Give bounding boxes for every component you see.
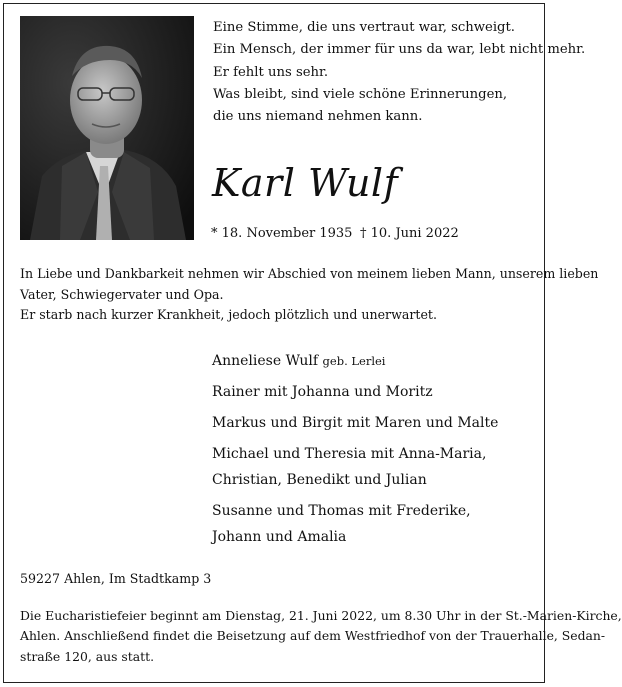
mourner-group <box>212 410 532 436</box>
farewell-line: Vater, Schwiegervater und Opa. <box>20 286 224 302</box>
mourner-group <box>212 379 532 405</box>
life-dates <box>211 225 459 243</box>
mourner-line: Christian, Benedikt und Julian <box>212 472 427 488</box>
mourners-list <box>212 348 532 555</box>
farewell-line: Er starb nach kurzer Krankheit, jedoch plötzlich und unerwartet. <box>20 307 437 323</box>
poem <box>213 17 586 128</box>
widow-line <box>212 348 532 374</box>
mourner-group <box>212 441 532 493</box>
mourner-group <box>212 498 532 550</box>
family-address: 59227 Ahlen, Im Stadtkamp 3 <box>20 571 212 586</box>
portrait-photo <box>20 16 194 240</box>
poem-line: Ein Mensch, der immer für uns da war, lebt nicht mehr. <box>213 42 586 58</box>
portrait-illustration <box>20 16 194 240</box>
service-info <box>20 606 622 667</box>
poem-line: Eine Stimme, die uns vertraut war, schweigt. <box>213 20 515 35</box>
poem-line: Was bleibt, sind viele schöne Erinnerungen, <box>213 86 508 102</box>
birth-date: * 18. November 1935 <box>211 226 353 241</box>
service-line: Die Eucharistiefeier beginnt am Dienstag, 21. Juni 2022, um 8.30 Uhr in der St.-Marien-Kirche, <box>20 608 622 623</box>
mourner-group <box>212 348 532 374</box>
mourner-line: Johann und Amalia <box>212 529 347 545</box>
farewell-text <box>20 264 599 326</box>
mourner-line: Markus und Birgit mit Maren und Malte <box>212 415 499 431</box>
widow-maiden-name: geb. Lerlei <box>322 354 386 368</box>
death-date: † 10. Juni 2022 <box>360 226 459 241</box>
mourner-line: Michael und Theresia mit Anna-Maria, <box>212 446 487 462</box>
farewell-line: In Liebe und Dankbarkeit nehmen wir Abschied von meinem lieben Mann, unserem lieben <box>20 266 599 281</box>
service-line: straße 120, aus statt. <box>20 648 155 664</box>
widow-name: Anneliese Wulf <box>212 353 319 369</box>
poem-line: die uns niemand nehmen kann. <box>213 109 423 125</box>
poem-line: Er fehlt uns sehr. <box>213 64 329 80</box>
deceased-name: Karl Wulf <box>212 161 399 205</box>
service-line: Ahlen. Anschließend findet die Beisetzung auf dem Westfriedhof von der Trauerhalle, Sedan- <box>20 628 606 644</box>
mourner-line: Susanne und Thomas mit Frederike, <box>212 503 471 519</box>
mourner-line: Rainer mit Johanna und Moritz <box>212 384 433 400</box>
